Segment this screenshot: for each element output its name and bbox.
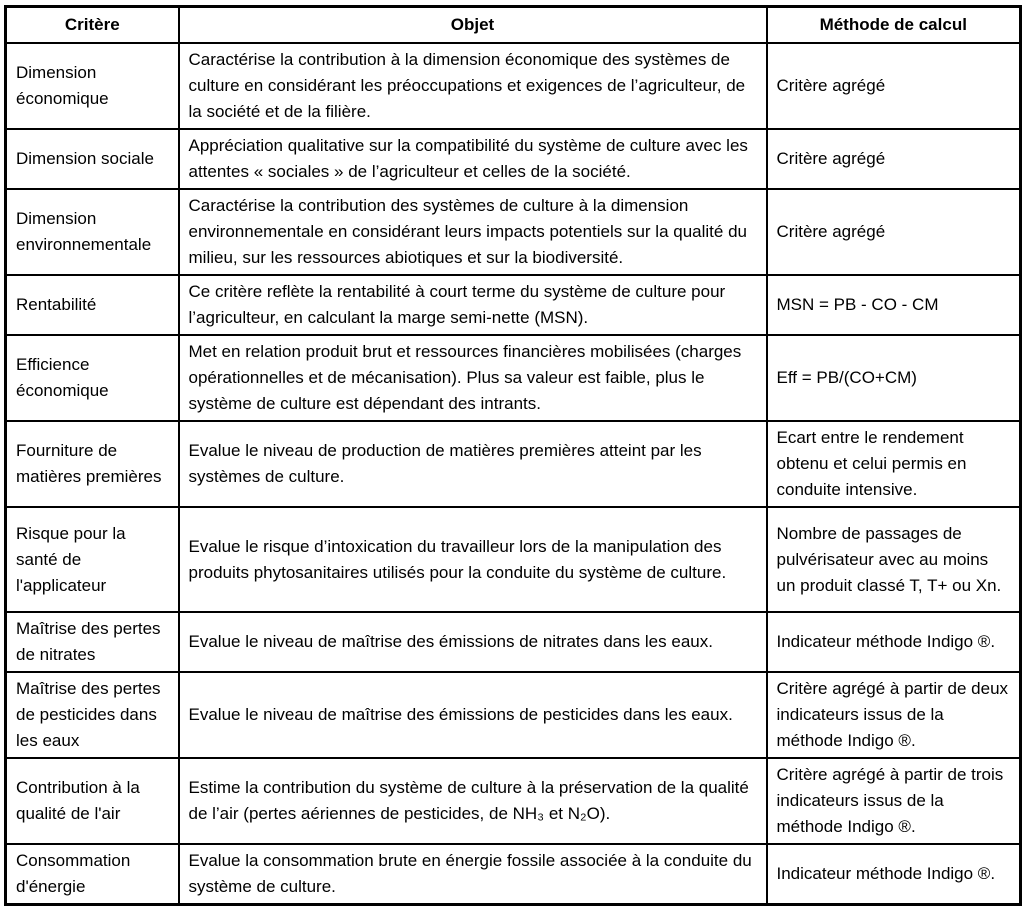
methode-cell: Ecart entre le rendement obtenu et celui permis en conduite intensive. (767, 421, 1021, 507)
criterion-cell: Dimension environnementale (6, 189, 179, 275)
methode-cell: Critère agrégé (767, 43, 1021, 129)
methode-cell: Indicateur méthode Indigo ®. (767, 612, 1021, 672)
methode-cell: Critère agrégé à partir de deux indicateurs issus de la méthode Indigo ®. (767, 672, 1021, 758)
table-row (6, 507, 1021, 612)
criterion-cell: Contribution à la qualité de l'air (6, 758, 179, 844)
header-row (6, 7, 1021, 44)
methode-cell: Critère agrégé (767, 189, 1021, 275)
objet-cell: Evalue la consommation brute en énergie fossile associée à la conduite du système de culture. (179, 844, 767, 905)
objet-cell: Estime la contribution du système de culture à la préservation de la qualité de l’air (pertes aériennes de pesticides, de NH₃ et N₂O). (179, 758, 767, 844)
objet-cell: Evalue le niveau de production de matières premières atteint par les systèmes de culture. (179, 421, 767, 507)
table-row (6, 421, 1021, 507)
criterion-cell: Maîtrise des pertes de nitrates (6, 612, 179, 672)
criterion-cell: Rentabilité (6, 275, 179, 335)
criterion-cell: Dimension sociale (6, 129, 179, 189)
column-header-objet: Objet (179, 7, 767, 44)
objet-cell: Caractérise la contribution des systèmes de culture à la dimension environnementale en considérant leurs impacts potentiels sur la qualité du milieu, sur les ressources abiotiques et sur la biodiversité. (179, 189, 767, 275)
objet-cell: Evalue le risque d’intoxication du travailleur lors de la manipulation des produits phytosanitaires utilisés pour la conduite du système de culture. (179, 507, 767, 612)
table-row (6, 189, 1021, 275)
criterion-cell: Efficience économique (6, 335, 179, 421)
criterion-cell: Risque pour la santé de l'applicateur (6, 507, 179, 612)
methode-cell: Eff = PB/(CO+CM) (767, 335, 1021, 421)
criterion-cell: Dimension économique (6, 43, 179, 129)
table-row (6, 129, 1021, 189)
objet-cell: Caractérise la contribution à la dimension économique des systèmes de culture en considérant les préoccupations et exigences de l’agriculteur, de la société et de la filière. (179, 43, 767, 129)
objet-cell: Evalue le niveau de maîtrise des émissions de nitrates dans les eaux. (179, 612, 767, 672)
criterion-cell: Maîtrise des pertes de pesticides dans les eaux (6, 672, 179, 758)
objet-cell: Ce critère reflète la rentabilité à court terme du système de culture pour l’agriculteur, en calculant la marge semi-nette (MSN). (179, 275, 767, 335)
objet-cell: Evalue le niveau de maîtrise des émissions de pesticides dans les eaux. (179, 672, 767, 758)
table-row (6, 758, 1021, 844)
methode-cell: Nombre de passages de pulvérisateur avec au moins un produit classé T, T+ ou Xn. (767, 507, 1021, 612)
objet-cell: Met en relation produit brut et ressources financières mobilisées (charges opérationnelles et de mécanisation). Plus sa valeur est faible, plus le système de culture est dépendant des intrants. (179, 335, 767, 421)
table-row (6, 844, 1021, 905)
objet-cell: Appréciation qualitative sur la compatibilité du système de culture avec les attentes « sociales » de l’agriculteur et celles de la société. (179, 129, 767, 189)
methode-cell: MSN = PB - CO - CM (767, 275, 1021, 335)
methode-cell: Indicateur méthode Indigo ®. (767, 844, 1021, 905)
table-row (6, 335, 1021, 421)
methode-cell: Critère agrégé à partir de trois indicateurs issus de la méthode Indigo ®. (767, 758, 1021, 844)
table-row (6, 672, 1021, 758)
column-header-methode: Méthode de calcul (767, 7, 1021, 44)
table-row (6, 43, 1021, 129)
table-row (6, 275, 1021, 335)
methode-cell: Critère agrégé (767, 129, 1021, 189)
criteria-table (4, 5, 1022, 906)
criterion-cell: Consommation d'énergie (6, 844, 179, 905)
column-header-critere: Critère (6, 7, 179, 44)
table-row (6, 612, 1021, 672)
criterion-cell: Fourniture de matières premières (6, 421, 179, 507)
